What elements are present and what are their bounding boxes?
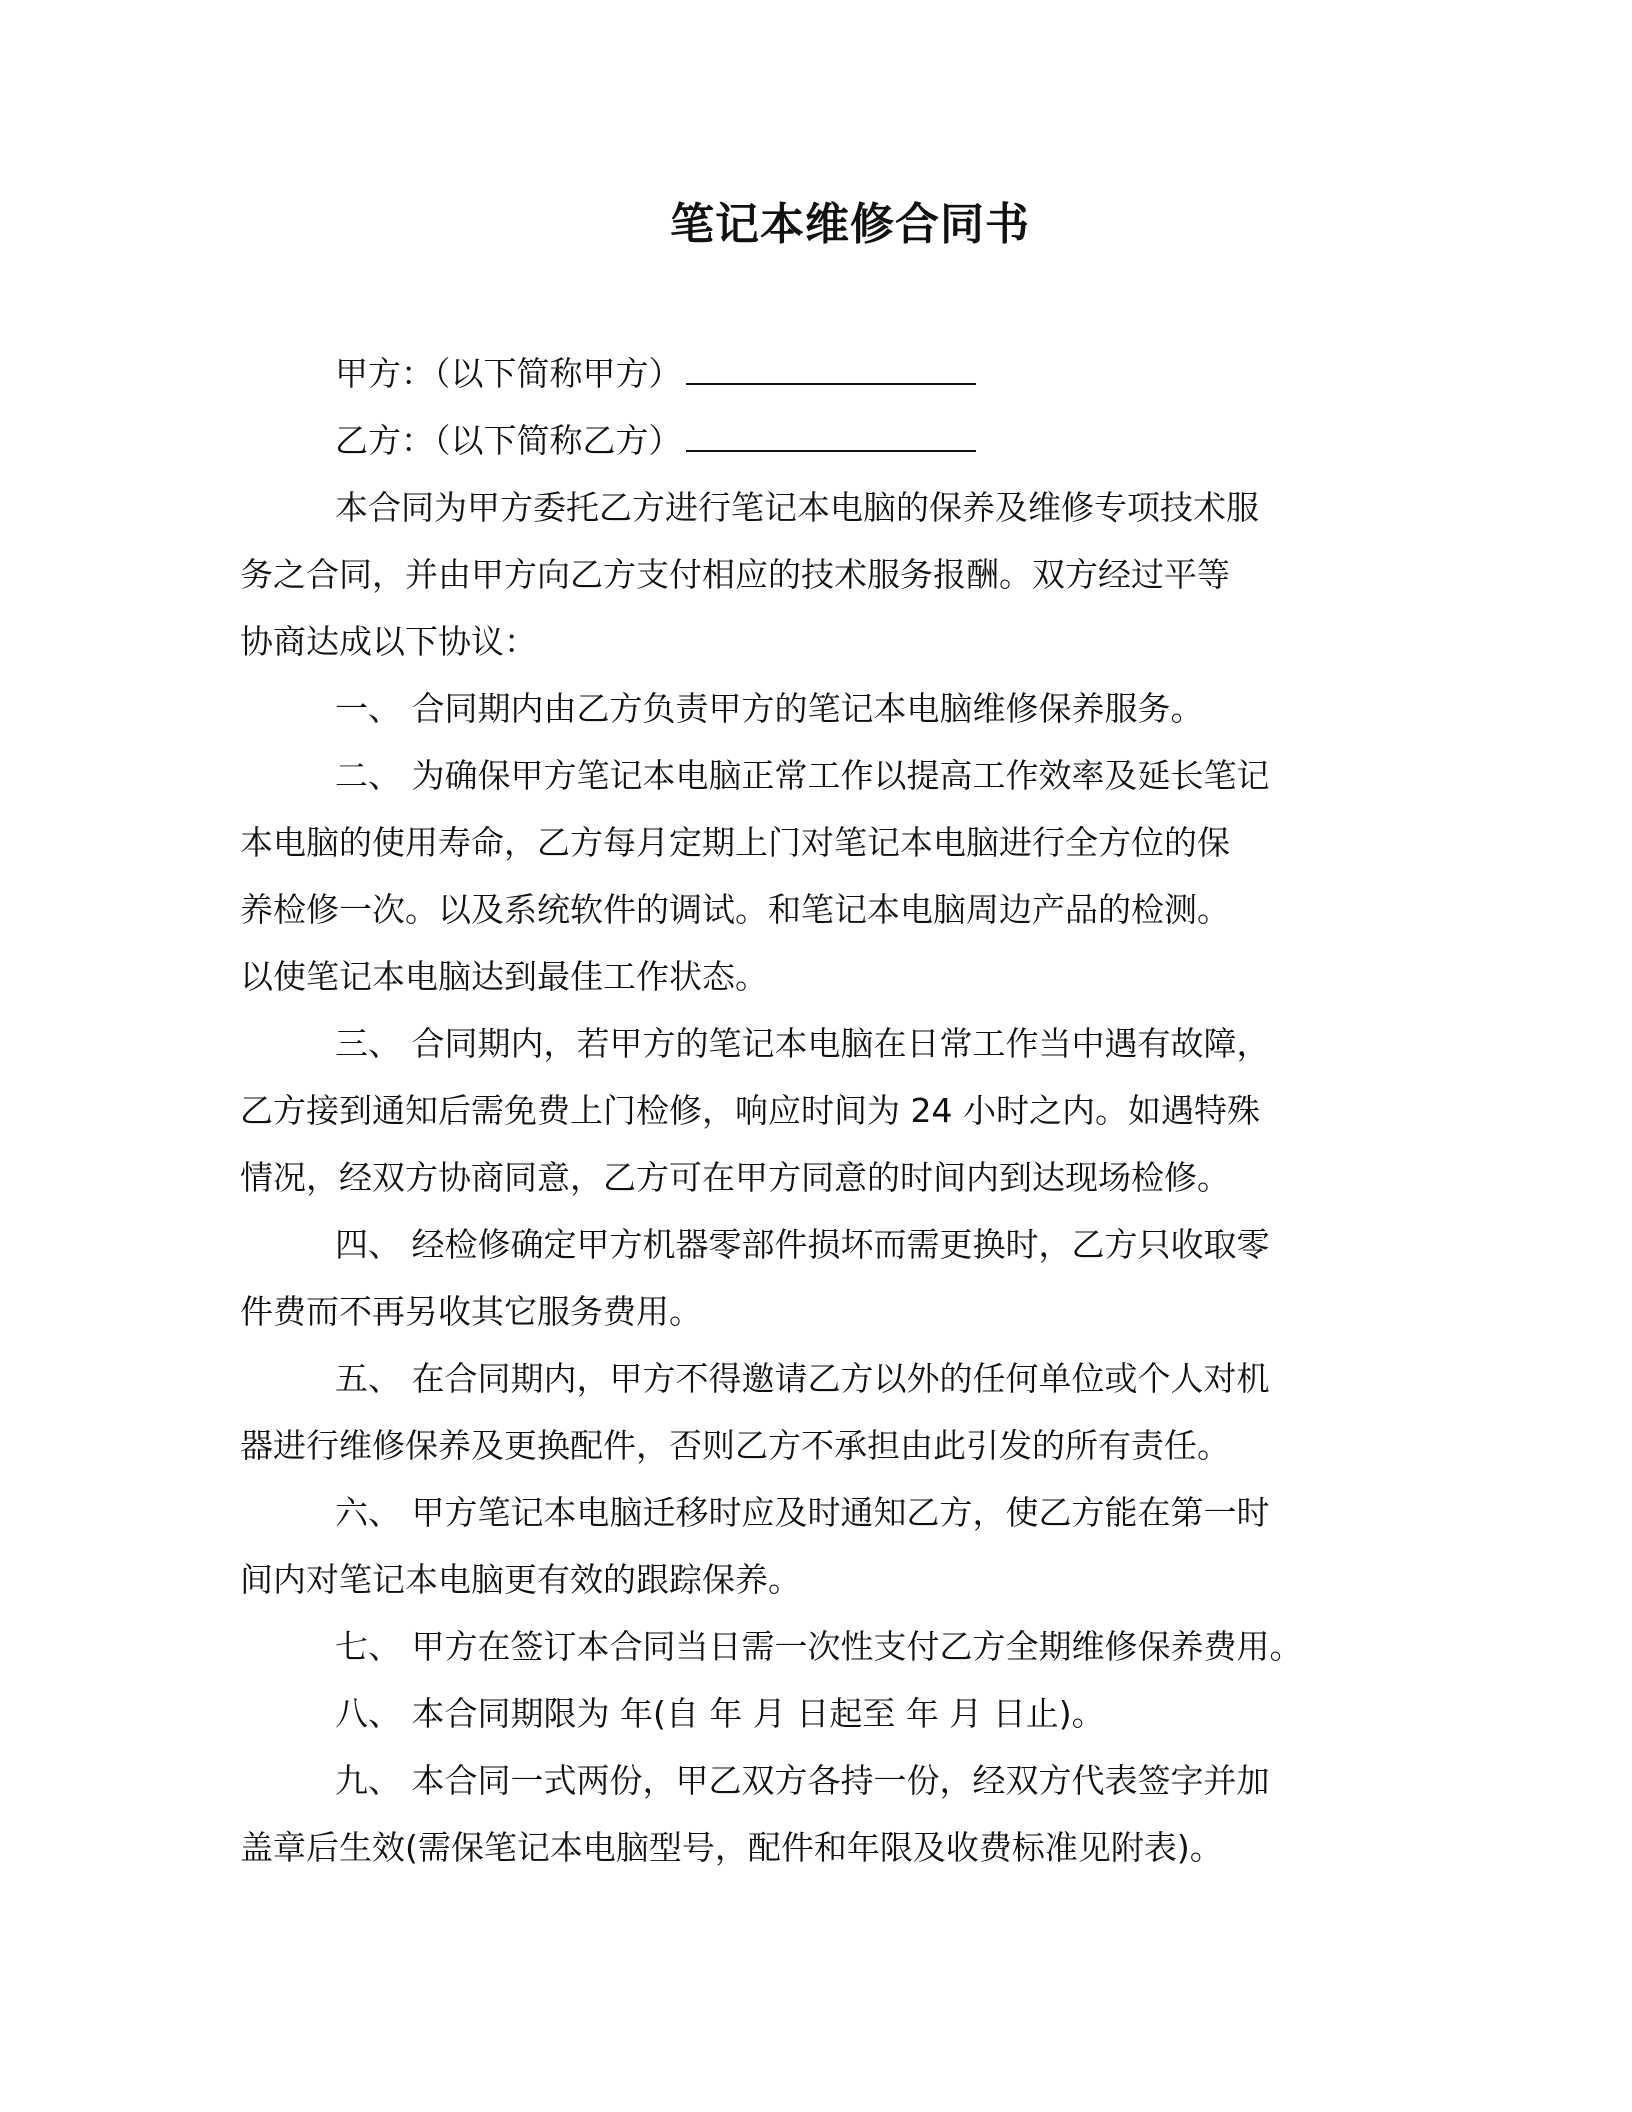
document-body (240, 340, 1400, 1881)
party-a-blank (686, 353, 976, 385)
text-line: 情况，经双方协商同意，乙方可在甲方同意的时间内到达现场检修。 (240, 1158, 1230, 1197)
text-line: 养检修一次。以及系统软件的调试。和笔记本电脑周边产品的检测。 (240, 890, 1230, 929)
text-line: 三、 合同期内，若甲方的笔记本电脑在日常工作当中遇有故障， (335, 1024, 1270, 1063)
party-a-line (240, 340, 1400, 407)
text-line: 间内对笔记本电脑更有效的跟踪保养。 (240, 1560, 801, 1599)
contract-clauses (240, 474, 1400, 1881)
text-line: 件费而不再另收其它服务费用。 (240, 1292, 702, 1331)
party-b-blank (686, 420, 976, 452)
text-line: 以使笔记本电脑达到最佳工作状态。 (240, 957, 768, 996)
party-a-label: 甲方：（以下简称甲方） (335, 354, 682, 393)
text-line: 务之合同，并由甲方向乙方支付相应的技术服务报酬。双方经过平等 (240, 555, 1230, 594)
party-b-label: 乙方：（以下简称乙方） (335, 421, 682, 460)
text-line: 八、 本合同期限为 年(自 年 月 日起至 年 月 日止)。 (335, 1694, 1105, 1733)
text-line: 本合同为甲方委托乙方进行笔记本电脑的保养及维修专项技术服 (335, 488, 1259, 527)
text-line: 一、 合同期内由乙方负责甲方的笔记本电脑维修保养服务。 (335, 689, 1204, 728)
text-line: 五、 在合同期内，甲方不得邀请乙方以外的任何单位或个人对机 (335, 1359, 1270, 1398)
text-line: 二、 为确保甲方笔记本电脑正常工作以提高工作效率及延长笔记 (335, 756, 1270, 795)
document-title: 笔记本维修合同书 (670, 199, 1030, 250)
text-line: 本电脑的使用寿命，乙方每月定期上门对笔记本电脑进行全方位的保 (240, 823, 1230, 862)
party-b-line (240, 407, 1400, 474)
text-line: 协商达成以下协议： (240, 622, 537, 661)
text-line: 七、 甲方在签订本合同当日需一次性支付乙方全期维修保养费用。 (335, 1627, 1303, 1666)
text-line: 九、 本合同一式两份，甲乙双方各持一份，经双方代表签字并加 (335, 1761, 1270, 1800)
text-line: 乙方接到通知后需免费上门检修，响应时间为 24 小时之内。如遇特殊 (240, 1091, 1260, 1130)
text-line: 盖章后生效(需保笔记本电脑型号，配件和年限及收费标准见附表)。 (240, 1828, 1223, 1867)
text-line: 四、 经检修确定甲方机器零部件损坏而需更换时，乙方只收取零 (335, 1225, 1270, 1264)
text-line: 六、 甲方笔记本电脑迁移时应及时通知乙方，使乙方能在第一时 (335, 1493, 1270, 1532)
text-line: 器进行维修保养及更换配件，否则乙方不承担由此引发的所有责任。 (240, 1426, 1230, 1465)
